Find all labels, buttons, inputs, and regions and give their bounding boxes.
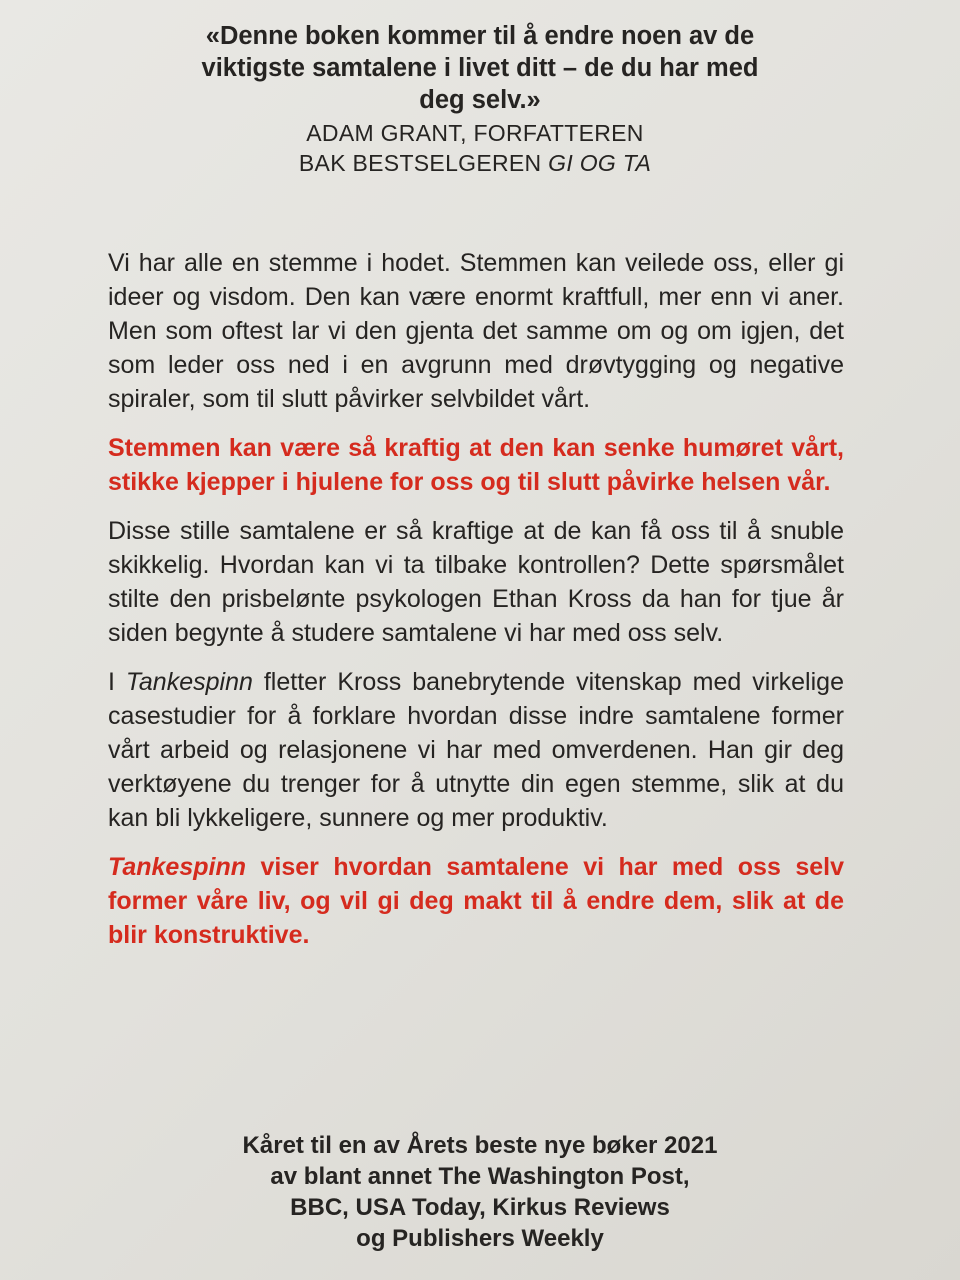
paragraph-3	[108, 665, 844, 835]
attribution-line-2	[240, 148, 710, 178]
p4-rest: fletter Kross banebrytende vitenskap med virkelige casestudier for å forklare hvordan disse indre samtalene former vårt arbeid og relasjonene vi har med omverdenen. Han gir deg verktøyene du trenger for å utnytte din egen stemme, slik at du kan bli lykkeligere, sunnere og mer produktiv.	[108, 668, 844, 832]
p4-prefix: I	[108, 668, 126, 696]
awards-line-1: Kåret til en av Årets beste nye bøker 2021	[242, 1132, 718, 1159]
paragraph-2: Disse stille samtalene er så kraftige at de kan få oss til å snuble skikkelig. Hvordan kan vi ta tilbake kontrollen? Dette spørsmålet stilte den prisbelønte psykologen Ethan Kross da han for tjue år siden begynte å studere samtalene vi har med oss selv.	[108, 517, 844, 647]
attribution-line-1: ADAM GRANT, FORFATTEREN	[306, 120, 644, 146]
awards-note	[180, 1130, 780, 1254]
paragraph-1: Vi har alle en stemme i hodet. Stemmen kan veilede oss, eller gi ideer og visdom. Den kan være enormt kraftfull, mer enn vi aner. Men som oftest lar vi den gjenta det samme om og om igjen, det som leder oss ned i en avgrunn med drøvtygging og negative spiraler, som til slutt påvirker selvbildet vårt.	[108, 249, 844, 413]
highlight-paragraph-1: Stemmen kan være så kraftig at den kan senke humøret vårt, stikke kjepper i hjulene for oss og til slutt påvirke helsen vår.	[108, 434, 844, 496]
awards-line-3: BBC, USA Today, Kirkus Reviews	[290, 1194, 670, 1221]
awards-line-2: av blant annet The Washington Post,	[270, 1163, 690, 1190]
book-title: Tankespinn	[108, 853, 246, 881]
blurb-body	[108, 246, 844, 967]
endorsement-quote: «Denne boken kommer til å endre noen av de viktigste samtalene i livet ditt – de du har med deg selv.»	[201, 22, 759, 114]
p5-rest: viser hvordan samtalene vi har med oss selv former våre liv, og vil gi deg makt til å endre dem, slik at de blir konstruktive.	[108, 853, 844, 949]
attribution-book-title: GI OG TA	[548, 150, 652, 176]
quote-attribution	[240, 118, 710, 178]
book-title: Tankespinn	[125, 668, 253, 696]
awards-line-4: og Publishers Weekly	[356, 1225, 604, 1252]
highlight-paragraph-2	[108, 850, 844, 952]
attribution-prefix: BAK BESTSELGEREN	[298, 150, 549, 176]
